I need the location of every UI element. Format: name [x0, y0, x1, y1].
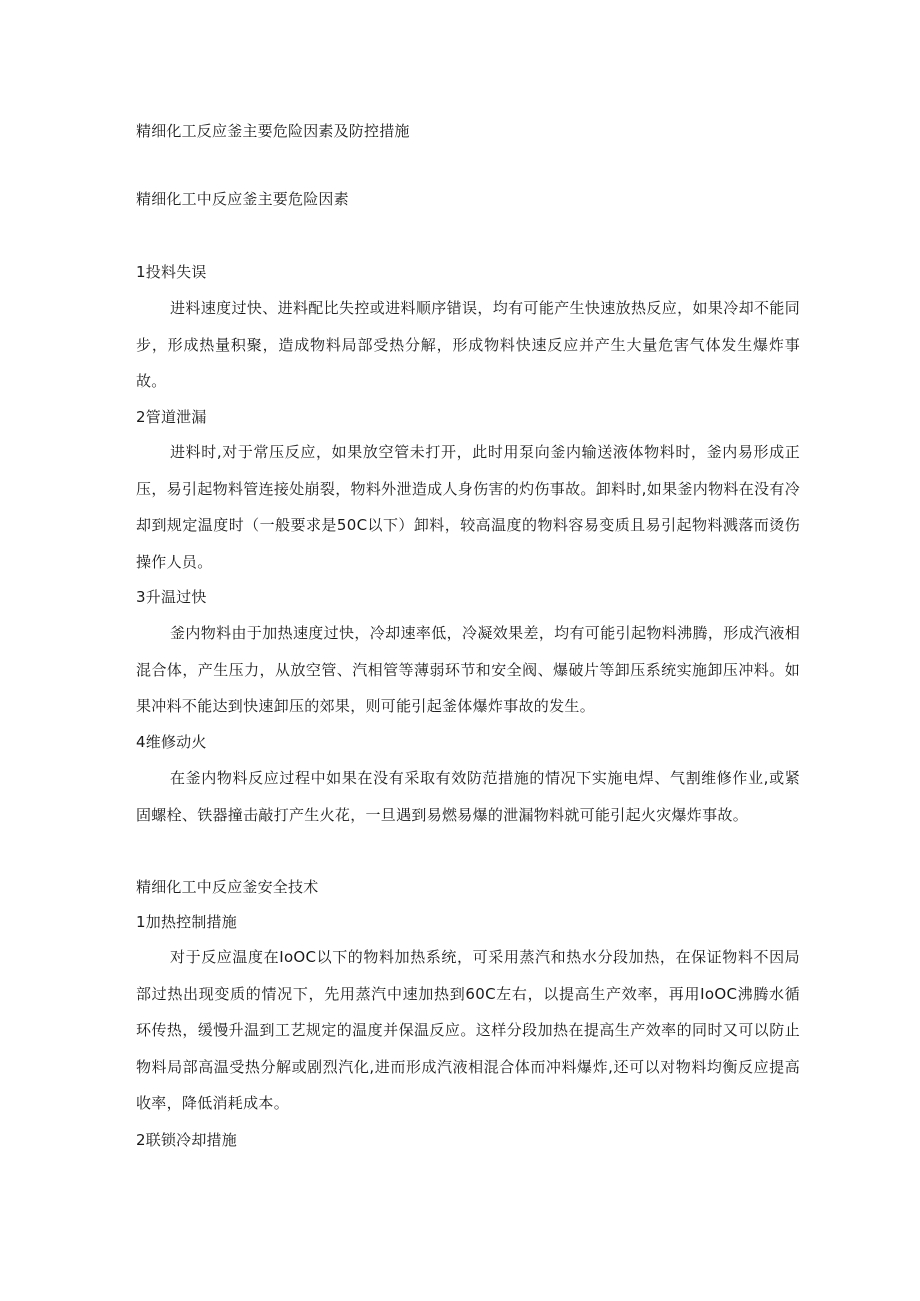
- paragraph-maintenance-fire: 在釜内物料反应过程中如果在没有采取有效防范措施的情况下实施电焊、气割维修作业,或紧固螺栓、铁器撞击敲打产生火花，一旦遇到易燃易爆的泄漏物料就可能引起火灾爆炸事故。: [136, 769, 800, 824]
- item-heading-heating-too-fast: 3升温过快: [136, 588, 207, 606]
- paragraph-heating-control: 对于反应温度在IoOC以下的物料加热系统，可采用蒸汽和热水分段加热，在保证物料不因局部过热出现变质的情况下，先用蒸汽中速加热到60C左右，以提高生产效率，再用IoOC沸腾水循环传热，缓慢升温到工艺规定的温度并保温反应。这样分段加热在提高生产效率的同时又可以防止物料局部高温受热分解或剧烈汽化,进而形成汽液相混合体而冲料爆炸,还可以对物料均衡反应提高收率，降低消耗成本。: [136, 948, 800, 1112]
- item-heading-feeding-error: 1投料失误: [136, 263, 207, 281]
- paragraph-pipe-leak: 进料时,对于常压反应，如果放空管未打开，此时用泵向釜内输送液体物料时，釜内易形成正压，易引起物料管连接处崩裂，物料外泄造成人身伤害的灼伤事故。卸料时,如果釜内物料在没有冷却到规定温度时（一般要求是50C以下）卸料，较高温度的物料容易变质且易引起物料溅落而烫伤操作人员。: [136, 443, 800, 571]
- item-heading-interlock-cooling: 2联锁冷却措施: [136, 1131, 237, 1149]
- item-heading-maintenance-fire: 4维修动火: [136, 733, 207, 751]
- section-heading-safety-tech: 精细化工中反应釜安全技术: [136, 878, 319, 896]
- paragraph-heating-too-fast: 釜内物料由于加热速度过快，冷却速率低，冷凝效果差，均有可能引起物料沸腾，形成汽液相混合体，产生压力，从放空管、汽相管等薄弱环节和安全阀、爆破片等卸压系统实施卸压冲料。如果冲料不能达到快速卸压的郊果，则可能引起釜体爆炸事故的发生。: [136, 624, 800, 715]
- document-title: 精细化工反应釜主要危险因素及防控措施: [136, 122, 410, 140]
- item-heading-heating-control: 1加热控制措施: [136, 913, 237, 931]
- item-heading-pipe-leak: 2管道泄漏: [136, 408, 207, 426]
- paragraph-feeding-error: 进料速度过快、进料配比失控或进料顺序错误，均有可能产生快速放热反应，如果冷却不能同步，形成热量积聚，造成物料局部受热分解，形成物料快速反应并产生大量危害气体发生爆炸事故。: [136, 299, 800, 390]
- section-heading-hazards: 精细化工中反应釜主要危险因素: [136, 190, 349, 208]
